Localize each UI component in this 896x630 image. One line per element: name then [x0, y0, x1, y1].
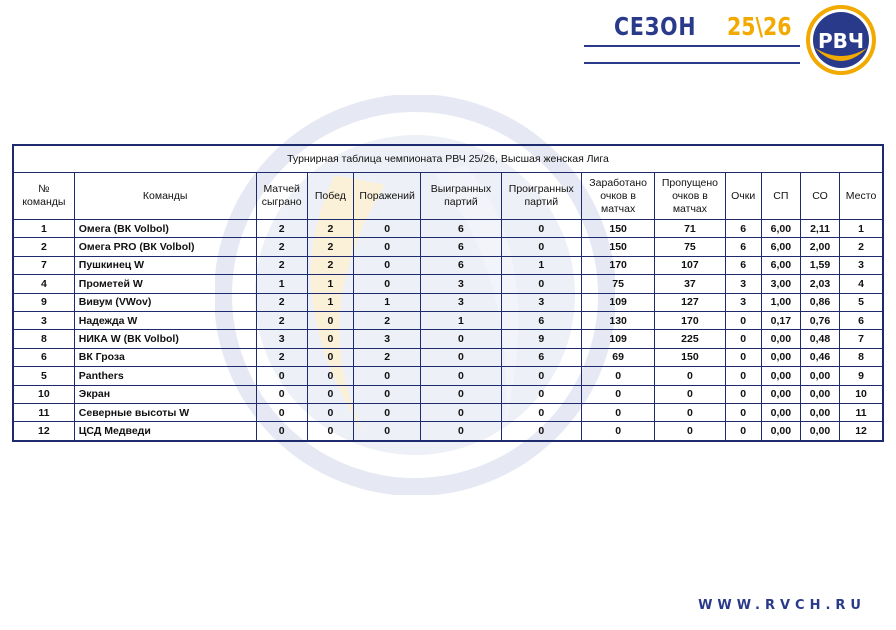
table-cell: 107	[655, 256, 725, 274]
table-cell: 0	[353, 256, 420, 274]
table-cell: 0,00	[761, 330, 800, 348]
table-cell: 6	[840, 311, 883, 329]
table-cell: 0	[421, 385, 501, 403]
header-divider-bottom	[584, 62, 800, 64]
table-cell: 150	[581, 220, 654, 238]
table-cell: 3	[256, 330, 307, 348]
table-row	[13, 293, 883, 311]
column-header: СП	[761, 173, 800, 220]
table-title: Турнирная таблица чемпионата РВЧ 25/26, Высшая женская Лига	[13, 145, 883, 173]
table-cell: 0	[421, 403, 501, 421]
table-row	[13, 275, 883, 293]
header-divider-top	[584, 45, 800, 47]
table-cell: 0	[655, 403, 725, 421]
table-cell: 0	[421, 422, 501, 441]
table-cell: 0	[581, 403, 654, 421]
team-name-cell: Омега (ВК Volbol)	[74, 220, 256, 238]
table-cell: 1	[307, 275, 353, 293]
table-cell: 9	[13, 293, 74, 311]
table-cell: 0	[353, 367, 420, 385]
table-cell: 6	[13, 348, 74, 366]
table-cell: 6	[501, 348, 581, 366]
table-cell: 12	[13, 422, 74, 441]
column-header: СО	[800, 173, 839, 220]
table-row	[13, 330, 883, 348]
table-cell: 75	[655, 238, 725, 256]
table-cell: 2	[307, 220, 353, 238]
table-row	[13, 220, 883, 238]
table-cell: 0	[353, 238, 420, 256]
table-cell: 2	[353, 311, 420, 329]
table-cell: 0	[501, 220, 581, 238]
team-name-cell: Прометей W	[74, 275, 256, 293]
table-cell: 3	[501, 293, 581, 311]
table-cell: 0,86	[800, 293, 839, 311]
column-header: Заработано очков в матчах	[581, 173, 654, 220]
team-name-cell: Северные высоты W	[74, 403, 256, 421]
table-cell: 2	[353, 348, 420, 366]
table-cell: 2	[256, 256, 307, 274]
team-name-cell: Вивум (VWov)	[74, 293, 256, 311]
table-cell: 0	[421, 330, 501, 348]
column-header: Очки	[725, 173, 761, 220]
table-cell: 3	[725, 293, 761, 311]
table-cell: 0	[353, 385, 420, 403]
table-cell: 1	[256, 275, 307, 293]
table-cell: 75	[581, 275, 654, 293]
standings-table	[12, 144, 884, 442]
table-cell: 0	[307, 422, 353, 441]
table-cell: 0	[581, 385, 654, 403]
table-cell: 1,00	[761, 293, 800, 311]
table-cell: 3	[840, 256, 883, 274]
table-cell: 7	[13, 256, 74, 274]
table-cell: 127	[655, 293, 725, 311]
table-cell: 3	[421, 293, 501, 311]
table-cell: 6	[725, 256, 761, 274]
table-cell: 0	[421, 367, 501, 385]
column-header: Поражений	[353, 173, 420, 220]
table-cell: 2,00	[800, 238, 839, 256]
table-cell: 0	[725, 385, 761, 403]
table-cell: 130	[581, 311, 654, 329]
table-cell: 1	[501, 256, 581, 274]
column-header: Побед	[307, 173, 353, 220]
table-body	[13, 220, 883, 441]
table-header-row	[13, 173, 883, 220]
table-cell: 10	[840, 385, 883, 403]
team-name-cell: Panthers	[74, 367, 256, 385]
table-cell: 3	[421, 275, 501, 293]
table-cell: 2	[307, 238, 353, 256]
table-cell: 69	[581, 348, 654, 366]
season-year: 25\26	[727, 12, 792, 41]
team-name-cell: Надежда W	[74, 311, 256, 329]
table-cell: 2	[256, 220, 307, 238]
table-cell: 0,00	[761, 348, 800, 366]
table-cell: 150	[581, 238, 654, 256]
table-cell: 2	[256, 293, 307, 311]
column-header: № команды	[13, 173, 74, 220]
table-cell: 0,00	[800, 367, 839, 385]
column-header: Команды	[74, 173, 256, 220]
table-cell: 0	[655, 367, 725, 385]
table-cell: 0,00	[800, 385, 839, 403]
season-label: СЕЗОН	[614, 12, 697, 41]
table-cell: 0	[725, 422, 761, 441]
rvch-logo	[805, 4, 877, 76]
table-cell: 0	[353, 220, 420, 238]
table-cell: 0	[501, 385, 581, 403]
table-cell: 11	[840, 403, 883, 421]
table-cell: 5	[13, 367, 74, 385]
table-cell: 71	[655, 220, 725, 238]
table-cell: 109	[581, 293, 654, 311]
table-cell: 11	[13, 403, 74, 421]
table-cell: 6	[725, 238, 761, 256]
table-cell: 6	[725, 220, 761, 238]
table-cell: 2	[13, 238, 74, 256]
table-cell: 0	[353, 403, 420, 421]
team-name-cell: ЦСД Медведи	[74, 422, 256, 441]
table-cell: 8	[13, 330, 74, 348]
table-cell: 0	[725, 367, 761, 385]
table-cell: 2	[256, 238, 307, 256]
table-cell: 109	[581, 330, 654, 348]
column-header: Место	[840, 173, 883, 220]
table-cell: 0	[307, 403, 353, 421]
table-cell: 0,48	[800, 330, 839, 348]
table-cell: 0	[353, 275, 420, 293]
table-cell: 2	[256, 348, 307, 366]
table-cell: 0	[501, 403, 581, 421]
table-cell: 0	[256, 367, 307, 385]
table-cell: 0	[307, 330, 353, 348]
table-cell: 6	[421, 220, 501, 238]
table-row	[13, 311, 883, 329]
table-cell: 0,46	[800, 348, 839, 366]
table-cell: 4	[13, 275, 74, 293]
table-cell: 3	[725, 275, 761, 293]
table-cell: 8	[840, 348, 883, 366]
table-cell: 6,00	[761, 256, 800, 274]
column-header: Матчей сыграно	[256, 173, 307, 220]
table-cell: 0	[655, 422, 725, 441]
table-cell: 0,00	[761, 422, 800, 441]
table-cell: 0	[307, 348, 353, 366]
team-name-cell: Экран	[74, 385, 256, 403]
table-cell: 6	[421, 238, 501, 256]
table-cell: 1	[13, 220, 74, 238]
table-cell: 3	[353, 330, 420, 348]
table-cell: 0	[421, 348, 501, 366]
table-row	[13, 348, 883, 366]
table-cell: 0	[307, 311, 353, 329]
table-cell: 0	[256, 422, 307, 441]
table-cell: 225	[655, 330, 725, 348]
team-name-cell: Пушкинец W	[74, 256, 256, 274]
table-row	[13, 256, 883, 274]
team-name-cell: ВК Гроза	[74, 348, 256, 366]
table-cell: 0	[581, 367, 654, 385]
table-cell: 0,00	[800, 422, 839, 441]
table-cell: 0	[307, 367, 353, 385]
table-cell: 1	[307, 293, 353, 311]
table-cell: 2,11	[800, 220, 839, 238]
table-cell: 0	[256, 403, 307, 421]
table-cell: 150	[655, 348, 725, 366]
table-cell: 2	[307, 256, 353, 274]
table-cell: 0	[501, 367, 581, 385]
table-cell: 0	[501, 275, 581, 293]
table-cell: 0,00	[761, 367, 800, 385]
table-cell: 1	[421, 311, 501, 329]
table-row	[13, 385, 883, 403]
table-cell: 0,00	[800, 403, 839, 421]
table-cell: 170	[581, 256, 654, 274]
table-cell: 0,00	[761, 403, 800, 421]
table-cell: 6,00	[761, 238, 800, 256]
team-name-cell: НИКА W (ВК Volbol)	[74, 330, 256, 348]
table-cell: 1,59	[800, 256, 839, 274]
table-cell: 1	[840, 220, 883, 238]
table-cell: 0,00	[761, 385, 800, 403]
table-cell: 6,00	[761, 220, 800, 238]
table-cell: 0	[725, 330, 761, 348]
table-cell: 6	[501, 311, 581, 329]
team-name-cell: Омега PRO (ВК Volbol)	[74, 238, 256, 256]
site-url: WWW.RVCH.RU	[698, 598, 866, 613]
table-cell: 0	[581, 422, 654, 441]
table-cell: 2,03	[800, 275, 839, 293]
table-cell: 2	[840, 238, 883, 256]
table-row	[13, 238, 883, 256]
logo-text: РВЧ	[817, 29, 865, 53]
table-cell: 170	[655, 311, 725, 329]
table-cell: 0	[353, 422, 420, 441]
table-cell: 0	[725, 348, 761, 366]
table-cell: 0	[501, 422, 581, 441]
table-cell: 4	[840, 275, 883, 293]
table-row	[13, 422, 883, 441]
table-cell: 0	[307, 385, 353, 403]
column-header: Пропущено очков в матчах	[655, 173, 725, 220]
table-cell: 12	[840, 422, 883, 441]
table-cell: 5	[840, 293, 883, 311]
table-cell: 9	[840, 367, 883, 385]
table-cell: 3,00	[761, 275, 800, 293]
table-cell: 1	[353, 293, 420, 311]
table-cell: 0	[655, 385, 725, 403]
table-row	[13, 403, 883, 421]
table-row	[13, 367, 883, 385]
table-cell: 0,17	[761, 311, 800, 329]
table-cell: 6	[421, 256, 501, 274]
table-cell: 3	[13, 311, 74, 329]
table-cell: 10	[13, 385, 74, 403]
table-cell: 0	[256, 385, 307, 403]
table-cell: 0	[725, 311, 761, 329]
column-header: Выигранных партий	[421, 173, 501, 220]
table-cell: 0,76	[800, 311, 839, 329]
table-cell: 0	[725, 403, 761, 421]
table-cell: 0	[501, 238, 581, 256]
table-cell: 2	[256, 311, 307, 329]
table-cell: 9	[501, 330, 581, 348]
table-cell: 37	[655, 275, 725, 293]
column-header: Проигранных партий	[501, 173, 581, 220]
table-cell: 7	[840, 330, 883, 348]
